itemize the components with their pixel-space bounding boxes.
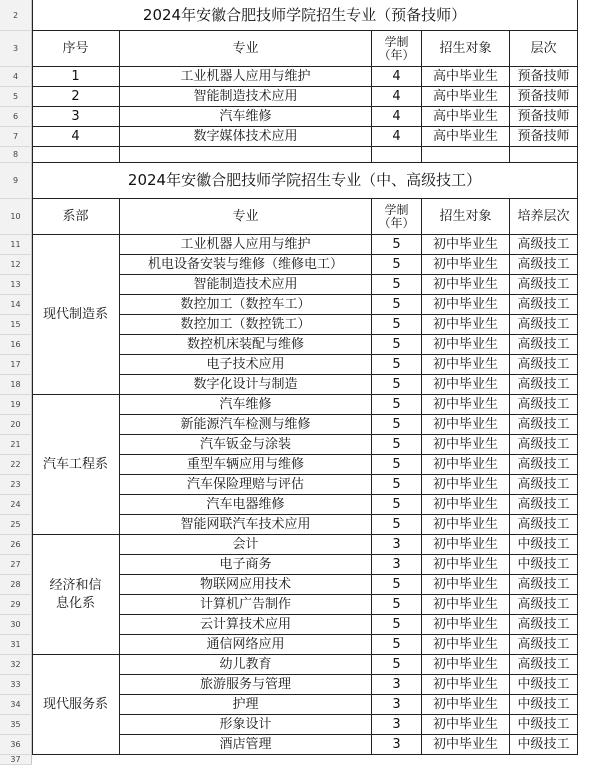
table-cell[interactable]: 高级技工	[510, 255, 578, 275]
table-cell[interactable]: 通信网络应用	[120, 635, 372, 655]
table-cell[interactable]: 工业机器人应用与维护	[120, 67, 372, 87]
table-cell[interactable]: 中级技工	[510, 735, 578, 755]
row-number[interactable]: 28	[0, 575, 32, 595]
table-cell[interactable]: 云计算技术应用	[120, 615, 372, 635]
empty-cell[interactable]	[120, 147, 372, 163]
row-number[interactable]: 24	[0, 495, 32, 515]
header-cell[interactable]: 序号	[32, 31, 120, 67]
row-number[interactable]: 33	[0, 675, 32, 695]
table-cell[interactable]: 4	[372, 127, 422, 147]
table-cell[interactable]: 高级技工	[510, 375, 578, 395]
table-cell[interactable]: 初中毕业生	[422, 455, 510, 475]
header-cell[interactable]: 学制 （年）	[372, 199, 422, 235]
table-cell[interactable]: 预备技师	[510, 127, 578, 147]
table-cell[interactable]: 5	[372, 275, 422, 295]
table-cell[interactable]: 高中毕业生	[422, 67, 510, 87]
row-number[interactable]: 34	[0, 695, 32, 715]
table-cell[interactable]: 高级技工	[510, 235, 578, 255]
table-cell[interactable]: 初中毕业生	[422, 275, 510, 295]
row-number[interactable]: 23	[0, 475, 32, 495]
table-cell[interactable]: 中级技工	[510, 675, 578, 695]
table-cell[interactable]: 高级技工	[510, 495, 578, 515]
empty-cell[interactable]	[510, 147, 578, 163]
table-cell[interactable]: 初中毕业生	[422, 595, 510, 615]
table-cell[interactable]: 3	[372, 735, 422, 755]
table-cell[interactable]: 高级技工	[510, 435, 578, 455]
row-number[interactable]: 18	[0, 375, 32, 395]
table-cell[interactable]: 初中毕业生	[422, 435, 510, 455]
table-cell[interactable]: 高级技工	[510, 595, 578, 615]
table-cell[interactable]: 中级技工	[510, 555, 578, 575]
table-cell[interactable]: 初中毕业生	[422, 515, 510, 535]
table-cell[interactable]: 幼儿教育	[120, 655, 372, 675]
header-cell[interactable]: 层次	[510, 31, 578, 67]
header-cell[interactable]: 招生对象	[422, 199, 510, 235]
table-cell[interactable]: 中级技工	[510, 695, 578, 715]
table-cell[interactable]: 初中毕业生	[422, 635, 510, 655]
table-cell[interactable]: 5	[372, 395, 422, 415]
table-cell[interactable]: 电子商务	[120, 555, 372, 575]
table-cell[interactable]: 初中毕业生	[422, 715, 510, 735]
table-cell[interactable]: 初中毕业生	[422, 555, 510, 575]
row-number[interactable]: 19	[0, 395, 32, 415]
table-cell[interactable]: 初中毕业生	[422, 475, 510, 495]
table-cell[interactable]: 5	[372, 475, 422, 495]
row-number[interactable]: 16	[0, 335, 32, 355]
table-cell[interactable]: 汽车保险理赔与评估	[120, 475, 372, 495]
table-cell[interactable]: 3	[32, 107, 120, 127]
table-cell[interactable]: 2	[32, 87, 120, 107]
table-cell[interactable]: 5	[372, 655, 422, 675]
table-cell[interactable]: 高中毕业生	[422, 127, 510, 147]
table-cell[interactable]: 初中毕业生	[422, 235, 510, 255]
table-cell[interactable]: 5	[372, 315, 422, 335]
table-cell[interactable]: 高级技工	[510, 335, 578, 355]
table-cell[interactable]: 预备技师	[510, 107, 578, 127]
table-cell[interactable]: 初中毕业生	[422, 615, 510, 635]
row-number[interactable]: 27	[0, 555, 32, 575]
table-cell[interactable]: 数控机床装配与维修	[120, 335, 372, 355]
table-cell[interactable]: 重型车辆应用与维修	[120, 455, 372, 475]
table-cell[interactable]: 高级技工	[510, 415, 578, 435]
department-cell[interactable]: 现代制造系	[32, 235, 120, 395]
table-cell[interactable]: 初中毕业生	[422, 575, 510, 595]
table-cell[interactable]: 3	[372, 535, 422, 555]
table-cell[interactable]: 汽车维修	[120, 395, 372, 415]
table-cell[interactable]: 高级技工	[510, 395, 578, 415]
table-cell[interactable]: 5	[372, 355, 422, 375]
table-cell[interactable]: 初中毕业生	[422, 335, 510, 355]
table-cell[interactable]: 初中毕业生	[422, 295, 510, 315]
header-cell[interactable]: 系部	[32, 199, 120, 235]
table-cell[interactable]: 酒店管理	[120, 735, 372, 755]
table-cell[interactable]: 电子技术应用	[120, 355, 372, 375]
row-number[interactable]: 20	[0, 415, 32, 435]
table-cell[interactable]: 旅游服务与管理	[120, 675, 372, 695]
table-cell[interactable]: 4	[32, 127, 120, 147]
table-cell[interactable]: 3	[372, 555, 422, 575]
table-cell[interactable]: 高级技工	[510, 575, 578, 595]
table-cell[interactable]: 计算机广告制作	[120, 595, 372, 615]
table-cell[interactable]: 3	[372, 715, 422, 735]
row-number[interactable]: 26	[0, 535, 32, 555]
table-cell[interactable]: 初中毕业生	[422, 735, 510, 755]
table-cell[interactable]: 初中毕业生	[422, 695, 510, 715]
table-cell[interactable]: 汽车钣金与涂装	[120, 435, 372, 455]
table-cell[interactable]: 高中毕业生	[422, 107, 510, 127]
table-cell[interactable]: 5	[372, 595, 422, 615]
table-cell[interactable]: 5	[372, 435, 422, 455]
table-cell[interactable]: 5	[372, 415, 422, 435]
table-cell[interactable]: 智能制造技术应用	[120, 87, 372, 107]
table-cell[interactable]: 高级技工	[510, 515, 578, 535]
table-cell[interactable]: 初中毕业生	[422, 395, 510, 415]
table-cell[interactable]: 中级技工	[510, 715, 578, 735]
row-number[interactable]: 4	[0, 67, 32, 87]
row-number[interactable]: 32	[0, 655, 32, 675]
row-number[interactable]: 6	[0, 107, 32, 127]
table-cell[interactable]: 数控加工（数控车工）	[120, 295, 372, 315]
table-cell[interactable]: 初中毕业生	[422, 255, 510, 275]
row-number[interactable]: 29	[0, 595, 32, 615]
row-number[interactable]: 35	[0, 715, 32, 735]
table-cell[interactable]: 护理	[120, 695, 372, 715]
row-number[interactable]: 14	[0, 295, 32, 315]
row-number[interactable]: 15	[0, 315, 32, 335]
empty-cell[interactable]	[32, 147, 120, 163]
table-cell[interactable]: 5	[372, 335, 422, 355]
table-cell[interactable]: 初中毕业生	[422, 675, 510, 695]
table-cell[interactable]: 高中毕业生	[422, 87, 510, 107]
empty-cell[interactable]	[422, 147, 510, 163]
table-cell[interactable]: 5	[372, 255, 422, 275]
table-cell[interactable]: 预备技师	[510, 87, 578, 107]
header-cell[interactable]: 招生对象	[422, 31, 510, 67]
table-cell[interactable]: 4	[372, 67, 422, 87]
row-number[interactable]: 22	[0, 455, 32, 475]
table-cell[interactable]: 初中毕业生	[422, 495, 510, 515]
header-cell[interactable]: 培养层次	[510, 199, 578, 235]
table-cell[interactable]: 5	[372, 455, 422, 475]
table-cell[interactable]: 高级技工	[510, 275, 578, 295]
table-cell[interactable]: 会计	[120, 535, 372, 555]
table-cell[interactable]: 初中毕业生	[422, 375, 510, 395]
table-cell[interactable]: 5	[372, 515, 422, 535]
table-cell[interactable]: 5	[372, 575, 422, 595]
table-cell[interactable]: 5	[372, 295, 422, 315]
table-cell[interactable]: 高级技工	[510, 315, 578, 335]
row-number[interactable]: 2	[0, 0, 32, 31]
table-cell[interactable]: 4	[372, 87, 422, 107]
table-cell[interactable]: 5	[372, 635, 422, 655]
table-cell[interactable]: 3	[372, 675, 422, 695]
table-cell[interactable]: 新能源汽车检测与维修	[120, 415, 372, 435]
table-cell[interactable]: 数字媒体技术应用	[120, 127, 372, 147]
table-cell[interactable]: 智能网联汽车技术应用	[120, 515, 372, 535]
row-number[interactable]: 13	[0, 275, 32, 295]
department-cell[interactable]: 汽车工程系	[32, 395, 120, 535]
table-cell[interactable]: 工业机器人应用与维护	[120, 235, 372, 255]
row-number[interactable]: 30	[0, 615, 32, 635]
row-number[interactable]: 37	[0, 755, 32, 765]
table-cell[interactable]: 高级技工	[510, 615, 578, 635]
table-cell[interactable]: 4	[372, 107, 422, 127]
table-cell[interactable]: 汽车电器维修	[120, 495, 372, 515]
table-cell[interactable]: 汽车维修	[120, 107, 372, 127]
row-number[interactable]: 31	[0, 635, 32, 655]
table-cell[interactable]: 中级技工	[510, 535, 578, 555]
header-cell[interactable]: 专业	[120, 199, 372, 235]
row-number[interactable]: 9	[0, 163, 32, 199]
table-cell[interactable]: 高级技工	[510, 655, 578, 675]
table-cell[interactable]: 数字化设计与制造	[120, 375, 372, 395]
table-cell[interactable]: 高级技工	[510, 455, 578, 475]
table-cell[interactable]: 高级技工	[510, 475, 578, 495]
table-cell[interactable]: 初中毕业生	[422, 315, 510, 335]
department-cell[interactable]: 经济和信息化系	[32, 535, 120, 655]
header-cell[interactable]: 学制 （年）	[372, 31, 422, 67]
table-cell[interactable]: 智能制造技术应用	[120, 275, 372, 295]
table-cell[interactable]: 5	[372, 495, 422, 515]
table-cell[interactable]: 形象设计	[120, 715, 372, 735]
table-cell[interactable]: 5	[372, 615, 422, 635]
table-cell[interactable]: 初中毕业生	[422, 415, 510, 435]
table-cell[interactable]: 高级技工	[510, 295, 578, 315]
row-number[interactable]: 25	[0, 515, 32, 535]
row-number[interactable]: 8	[0, 147, 32, 163]
header-cell[interactable]: 专业	[120, 31, 372, 67]
table-cell[interactable]: 1	[32, 67, 120, 87]
table-cell[interactable]: 高级技工	[510, 355, 578, 375]
row-number[interactable]: 36	[0, 735, 32, 755]
row-number[interactable]: 5	[0, 87, 32, 107]
table-cell[interactable]: 初中毕业生	[422, 655, 510, 675]
row-number[interactable]: 7	[0, 127, 32, 147]
table-cell[interactable]: 5	[372, 375, 422, 395]
table-cell[interactable]: 5	[372, 235, 422, 255]
table-cell[interactable]: 物联网应用技术	[120, 575, 372, 595]
table-cell[interactable]: 数控加工（数控铣工）	[120, 315, 372, 335]
table-title-skilled[interactable]: 2024年安徽合肥技师学院招生专业（中、高级技工）	[32, 163, 578, 199]
department-cell[interactable]: 现代服务系	[32, 655, 120, 755]
table-cell[interactable]: 初中毕业生	[422, 355, 510, 375]
row-number[interactable]: 10	[0, 199, 32, 235]
row-number[interactable]: 11	[0, 235, 32, 255]
table-cell[interactable]: 3	[372, 695, 422, 715]
table-cell[interactable]: 高级技工	[510, 635, 578, 655]
row-number[interactable]: 21	[0, 435, 32, 455]
table-cell[interactable]: 初中毕业生	[422, 535, 510, 555]
table-title-prep[interactable]: 2024年安徽合肥技师学院招生专业（预备技师）	[32, 0, 578, 31]
table-cell[interactable]: 预备技师	[510, 67, 578, 87]
row-number[interactable]: 17	[0, 355, 32, 375]
empty-cell[interactable]	[372, 147, 422, 163]
row-number[interactable]: 12	[0, 255, 32, 275]
row-number[interactable]: 3	[0, 31, 32, 67]
table-cell[interactable]: 机电设备安装与维修（维修电工）	[120, 255, 372, 275]
